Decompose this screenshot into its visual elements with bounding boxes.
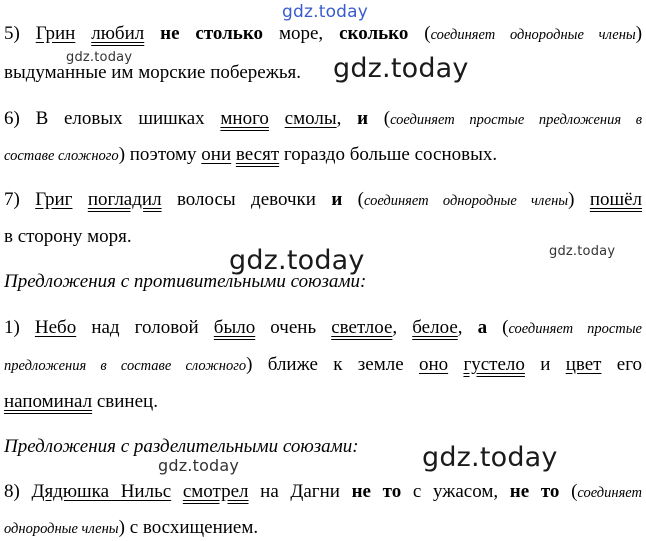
sentence-number: 5): [4, 23, 20, 44]
section-heading-disjunctive: Предложения с разделительными союзами:: [4, 436, 359, 457]
text-fragment: с восхищением.: [129, 517, 259, 538]
text-fragment: и: [540, 354, 551, 375]
predicate-word: было: [213, 317, 256, 338]
subject-word: Небо: [34, 317, 77, 338]
annotation: соединяет: [577, 485, 643, 501]
conjunction-part: не то: [351, 481, 402, 502]
sentence-1-line-3: [4, 390, 158, 414]
sentence-7-line-2: в сторону моря.: [4, 226, 132, 247]
sentence-1-line-2: [4, 353, 642, 378]
text-fragment: В еловых шишках: [35, 108, 205, 129]
sentence-5-line-1: [4, 22, 642, 47]
conjunction: и: [331, 189, 343, 210]
sentence-number: 6): [4, 108, 20, 129]
watermark-large: gdz.today: [229, 245, 365, 276]
text-fragment: над головой: [91, 317, 199, 338]
sentence-number: 1): [4, 317, 20, 338]
sentence-6-line-1: [4, 107, 642, 132]
text-fragment: его: [616, 354, 643, 375]
annotation: соединяет простые: [508, 321, 642, 337]
subject-word: они: [201, 144, 232, 165]
text-fragment: очень: [270, 317, 317, 338]
watermark-medium: gdz.today: [158, 456, 240, 475]
predicate-word: белое: [412, 317, 458, 338]
predicate-word: весят: [235, 144, 280, 165]
annotation: соединяет простые предложения в: [390, 112, 642, 128]
predicate-word: смотрел: [182, 481, 249, 502]
text-fragment: ближе к земле: [267, 354, 404, 375]
paren-open: (: [424, 23, 431, 44]
subject-word: Грин: [35, 23, 76, 44]
predicate-word: густело: [463, 354, 525, 375]
annotation: составе сложного: [4, 148, 119, 164]
predicate-word: светлое: [331, 317, 393, 338]
paren-open: (: [357, 189, 364, 210]
subject-word: смолы: [284, 108, 337, 129]
annotation: соединяет однородные члены: [364, 193, 569, 209]
paren-close: ): [246, 354, 253, 375]
predicate-word: пошёл: [589, 189, 643, 210]
punct: ,: [457, 317, 463, 338]
subject-word: оно: [418, 354, 449, 375]
text-fragment: поэтому: [129, 144, 197, 165]
watermark-small: gdz.today: [549, 244, 616, 259]
text-fragment: на Дагни: [260, 481, 340, 502]
paren-close: ): [118, 517, 125, 538]
sentence-number: 7): [4, 189, 20, 210]
text-fragment: море,: [278, 23, 324, 44]
conjunction-part: не то: [509, 481, 560, 502]
subject-word: Григ: [35, 189, 73, 210]
conjunction: а: [477, 317, 488, 338]
watermark-large: gdz.today: [333, 53, 469, 84]
paren-close: ): [568, 189, 575, 210]
paren-close: ): [635, 23, 643, 44]
sentence-number: 8): [4, 481, 20, 502]
watermark-large: gdz.today: [422, 442, 558, 473]
sentence-7-line-1: [4, 188, 642, 213]
subject-word: Дядюшка Нильс: [31, 481, 172, 502]
sentence-5-line-2: выдуманные им морские побережья.: [4, 62, 301, 83]
predicate-word: напоминал: [4, 391, 93, 412]
subject-word: цвет: [565, 354, 602, 375]
section-heading-adversative: Предложения с противительными союзами:: [4, 271, 367, 292]
conjunction-part: не столько: [160, 23, 264, 44]
text-fragment: гораздо больше сосновых.: [283, 144, 498, 165]
text-fragment: свинец.: [96, 391, 158, 412]
annotation: однородные члены: [4, 521, 119, 537]
annotation: предложения в составе сложного: [4, 358, 247, 374]
annotation: соединяет однородные члены: [430, 27, 636, 43]
sentence-8-line-2: [4, 516, 258, 541]
predicate-word: много: [220, 108, 269, 129]
paren-close: ): [118, 144, 126, 165]
paren-open: (: [383, 108, 391, 129]
predicate-word: погладил: [87, 189, 162, 210]
sentence-6-line-2: [4, 143, 497, 168]
conjunction-part: сколько: [339, 23, 409, 44]
conjunction: и: [357, 108, 369, 129]
watermark-top: gdz.today: [282, 2, 369, 22]
sentence-1-line-1: [4, 316, 642, 341]
watermark-small: gdz.today: [66, 50, 133, 65]
text-fragment: волосы девочки: [176, 189, 316, 210]
predicate-word: любил: [91, 23, 145, 44]
paren-open: (: [502, 317, 509, 338]
punct: ,: [392, 317, 398, 338]
punct: ,: [336, 108, 342, 129]
paren-open: (: [571, 481, 578, 502]
text-fragment: с ужасом,: [412, 481, 499, 502]
sentence-8-line-1: [4, 480, 642, 505]
